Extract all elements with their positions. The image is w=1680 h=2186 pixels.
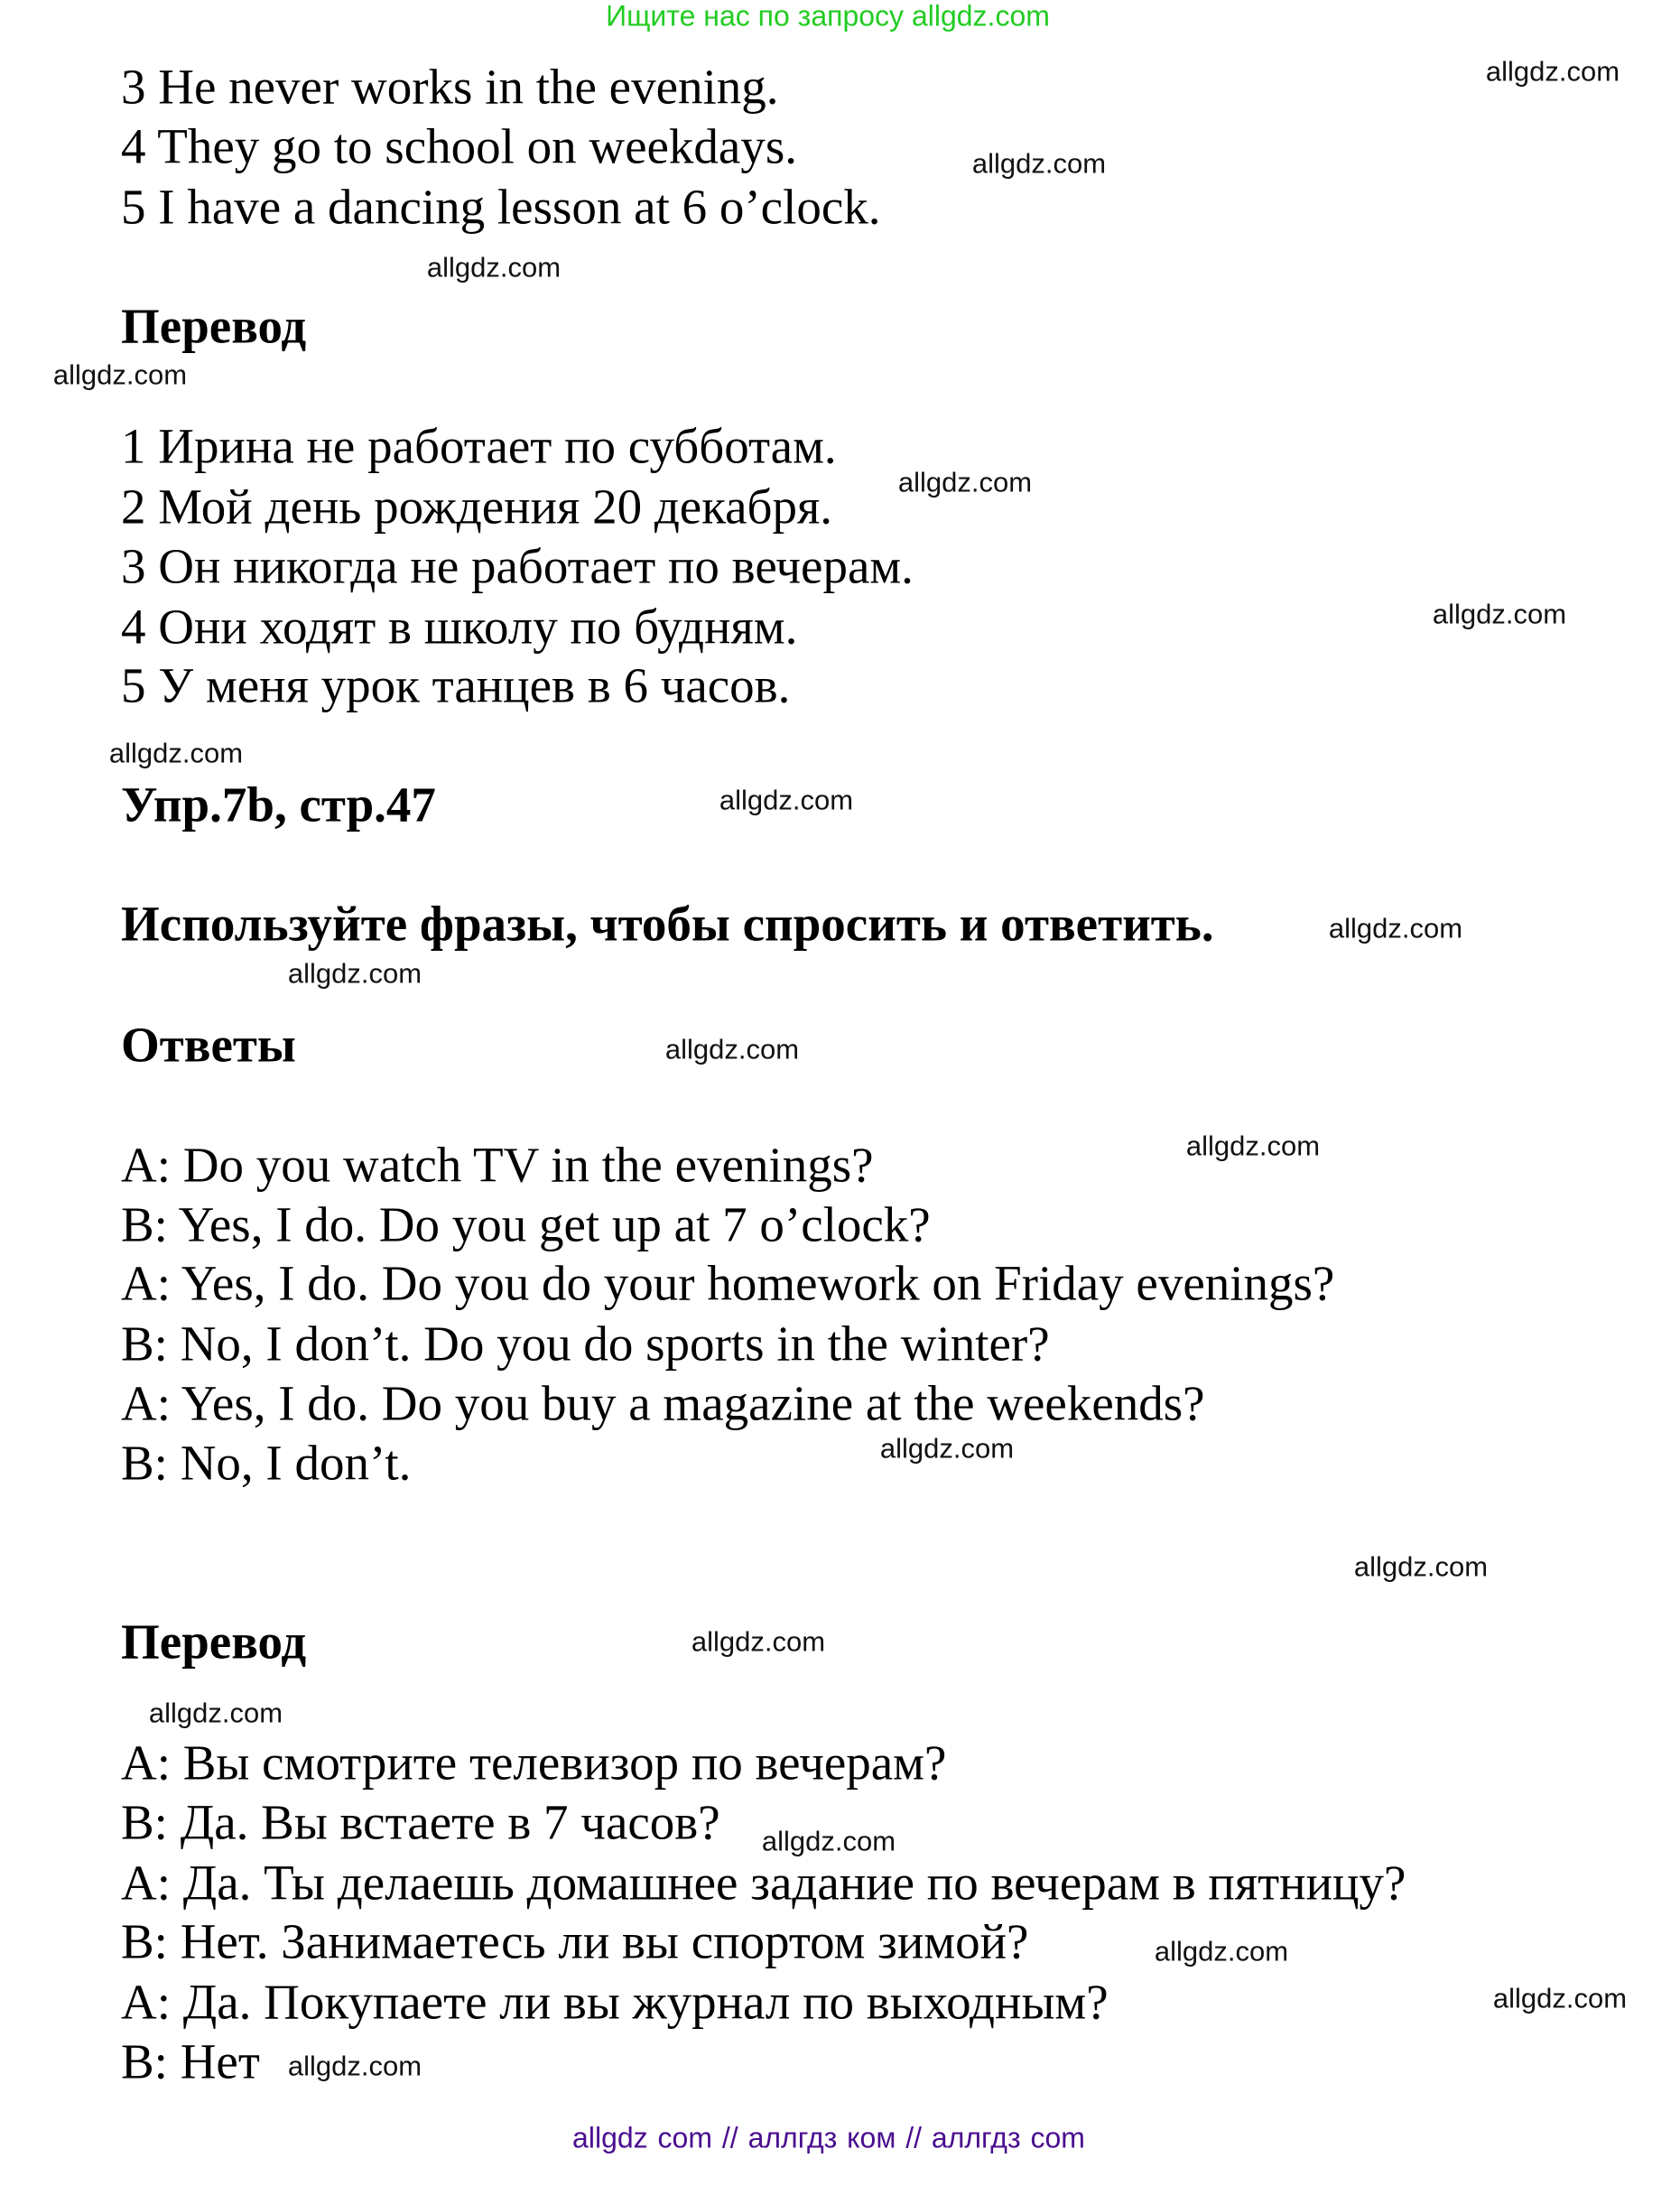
- watermark: allgdz.com: [879, 1432, 1015, 1465]
- watermark: allgdz.com: [1492, 1982, 1628, 2014]
- dialogue-line: B: Yes, I do. Do you get up at 7 o’clock?: [121, 1196, 931, 1252]
- translation-heading: Перевод: [121, 1614, 307, 1670]
- translation-line: 4 Они ходят в школу по будням.: [121, 599, 798, 655]
- dialogue-line: B: No, I don’t. Do you do sports in the winter?: [121, 1316, 1050, 1372]
- watermark: allgdz.com: [691, 1625, 826, 1658]
- dialogue-line: A: Yes, I do. Do you do your homework on Friday evenings?: [121, 1255, 1335, 1311]
- answer-line: 5 I have a dancing lesson at 6 o’clock.: [121, 179, 881, 235]
- watermark: allgdz.com: [719, 784, 854, 816]
- translation-dialogue-line: A: Вы смотрите телевизор по вечерам?: [121, 1735, 947, 1791]
- translation-heading: Перевод: [121, 298, 307, 354]
- watermark: allgdz.com: [426, 251, 562, 284]
- watermark: allgdz.com: [664, 1033, 800, 1065]
- watermark: allgdz.com: [971, 147, 1107, 180]
- answer-line: 4 They go to school on weekdays.: [121, 118, 797, 174]
- translation-dialogue-line: B: Нет: [121, 2033, 260, 2089]
- task-instruction: Используйте фразы, чтобы спросить и ответить.: [121, 896, 1214, 952]
- watermark: allgdz.com: [108, 737, 244, 769]
- watermark: allgdz.com: [148, 1697, 283, 1729]
- dialogue-line: B: No, I don’t.: [121, 1435, 412, 1491]
- watermark: allgdz.com: [1154, 1935, 1289, 1967]
- watermark: allgdz.com: [1432, 598, 1567, 630]
- watermark: allgdz.com: [761, 1825, 896, 1857]
- watermark: allgdz.com: [1485, 55, 1620, 88]
- answers-heading: Ответы: [121, 1017, 296, 1073]
- watermark: allgdz.com: [1353, 1550, 1489, 1583]
- translation-line: 1 Ирина не работает по субботам.: [121, 418, 837, 474]
- dialogue-line: A: Do you watch TV in the evenings?: [121, 1137, 874, 1193]
- translation-dialogue-line: A: Да. Покупаете ли вы журнал по выходным?: [121, 1974, 1109, 2030]
- watermark: allgdz.com: [287, 2050, 422, 2082]
- watermark: allgdz.com: [52, 358, 188, 391]
- watermark: allgdz.com: [897, 466, 1033, 498]
- translation-line: 5 У меня урок танцев в 6 часов.: [121, 657, 791, 713]
- translation-line: 3 Он никогда не работает по вечерам.: [121, 538, 914, 594]
- search-hint-banner: Ищите нас по запросу allgdz.com: [606, 0, 1050, 33]
- footer-banner: allgdz com // аллгдз ком // аллгдз com: [572, 2121, 1085, 2154]
- answer-line: 3 He never works in the evening.: [121, 59, 779, 115]
- translation-dialogue-line: B: Нет. Занимаетесь ли вы спортом зимой?: [121, 1913, 1029, 1969]
- watermark: allgdz.com: [287, 957, 422, 990]
- exercise-title: Упр.7b, стр.47: [121, 777, 436, 833]
- dialogue-line: A: Yes, I do. Do you buy a magazine at the weekends?: [121, 1375, 1205, 1431]
- translation-dialogue-line: B: Да. Вы встаете в 7 часов?: [121, 1794, 720, 1850]
- translation-dialogue-line: A: Да. Ты делаешь домашнее задание по вечерам в пятницу?: [121, 1855, 1406, 1911]
- translation-line: 2 Мой день рождения 20 декабря.: [121, 479, 833, 535]
- watermark: allgdz.com: [1328, 912, 1463, 944]
- watermark: allgdz.com: [1185, 1130, 1321, 1162]
